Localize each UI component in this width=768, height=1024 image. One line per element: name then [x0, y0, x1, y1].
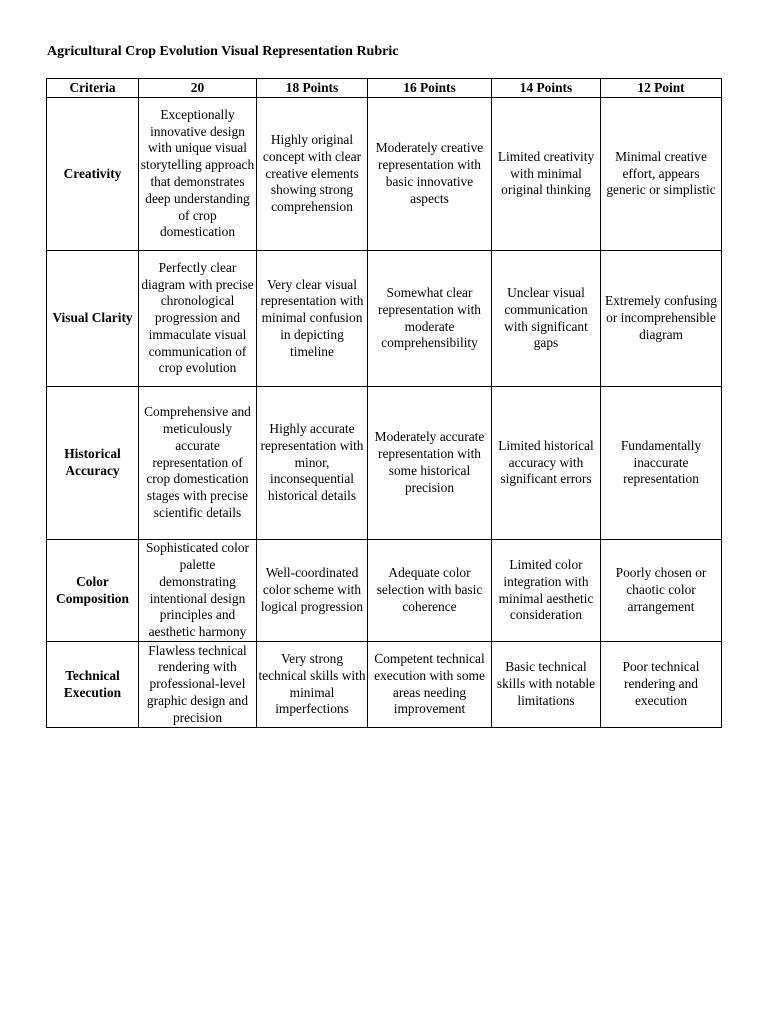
criterion-cell: Historical Accuracy [47, 387, 139, 540]
table-cell: Moderately accurate representation with some historical precision [368, 387, 492, 540]
header-18-points: 18 Points [257, 79, 368, 98]
table-row [47, 251, 722, 387]
table-cell: Well-coordinated color scheme with logical progression [257, 540, 368, 642]
header-criteria: Criteria [47, 79, 139, 98]
table-cell: Poor technical rendering and execution [601, 642, 722, 728]
table-row [47, 642, 722, 728]
header-20-points: 20 [139, 79, 257, 98]
table-cell: Moderately creative representation with basic innovative aspects [368, 98, 492, 251]
table-cell: Flawless technical rendering with professional-level graphic design and precision [139, 642, 257, 728]
table-row [47, 540, 722, 642]
criterion-cell: Color Composition [47, 540, 139, 642]
table-cell: Somewhat clear representation with moderate comprehensibility [368, 251, 492, 387]
criterion-cell: Visual Clarity [47, 251, 139, 387]
table-cell: Extremely confusing or incomprehensible diagram [601, 251, 722, 387]
table-cell: Comprehensive and meticulously accurate representation of crop domestication stages with precise scientific details [139, 387, 257, 540]
rubric-table [46, 78, 722, 728]
table-cell: Competent technical execution with some areas needing improvement [368, 642, 492, 728]
criterion-cell: Creativity [47, 98, 139, 251]
table-cell: Limited color integration with minimal aesthetic consideration [492, 540, 601, 642]
table-cell: Fundamentally inaccurate representation [601, 387, 722, 540]
table-cell: Unclear visual communication with significant gaps [492, 251, 601, 387]
header-14-points: 14 Points [492, 79, 601, 98]
criterion-cell: Technical Execution [47, 642, 139, 728]
table-cell: Very clear visual representation with minimal confusion in depicting timeline [257, 251, 368, 387]
table-cell: Highly original concept with clear creative elements showing strong comprehension [257, 98, 368, 251]
header-12-points: 12 Point [601, 79, 722, 98]
table-cell: Limited creativity with minimal original thinking [492, 98, 601, 251]
header-16-points: 16 Points [368, 79, 492, 98]
table-row [47, 387, 722, 540]
table-cell: Basic technical skills with notable limitations [492, 642, 601, 728]
table-cell: Poorly chosen or chaotic color arrangement [601, 540, 722, 642]
table-cell: Sophisticated color palette demonstrating intentional design principles and aesthetic harmony [139, 540, 257, 642]
table-cell: Minimal creative effort, appears generic or simplistic [601, 98, 722, 251]
table-row [47, 98, 722, 251]
table-cell: Perfectly clear diagram with precise chronological progression and immaculate visual communication of crop evolution [139, 251, 257, 387]
header-row [47, 79, 722, 98]
table-cell: Very strong technical skills with minimal imperfections [257, 642, 368, 728]
table-cell: Adequate color selection with basic coherence [368, 540, 492, 642]
document-title: Agricultural Crop Evolution Visual Representation Rubric [47, 44, 399, 59]
table-cell: Highly accurate representation with minor, inconsequential historical details [257, 387, 368, 540]
table-cell: Exceptionally innovative design with unique visual storytelling approach that demonstrates deep understanding of crop domestication [139, 98, 257, 251]
table-cell: Limited historical accuracy with significant errors [492, 387, 601, 540]
